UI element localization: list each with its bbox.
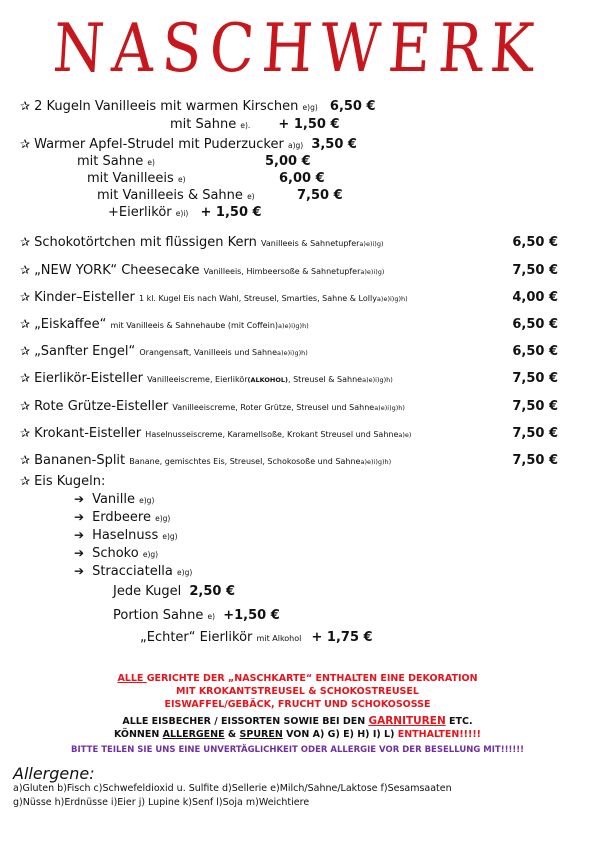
menu-item: [20, 426, 411, 441]
arrow-right-icon: ➔: [74, 528, 85, 542]
strudel-option-eierlikoer: [108, 205, 262, 220]
notice-enthalten: ENTHALTEN!!!!!: [394, 729, 482, 740]
arrow-right-icon: ➔: [74, 546, 85, 560]
likoer-desc: mit Alkohol: [256, 634, 302, 643]
star-icon: ✰: [20, 426, 31, 440]
item-name: Eierlikör-Eisteller: [34, 371, 143, 386]
notice-line-4: [0, 715, 595, 727]
flavor-item: [74, 564, 192, 579]
item-price: 7,50 €: [512, 399, 558, 414]
menu-item: [20, 235, 383, 250]
item-desc: Vanilleeiscreme, Eierlikör: [147, 375, 248, 384]
option-price: 6,00 €: [279, 171, 325, 186]
star-icon: ✰: [20, 344, 31, 358]
item-allergens: a)e)i)g)h): [362, 376, 393, 384]
item-desc: mit Vanilleeis & Sahnehaube (mit Coffein): [110, 321, 279, 330]
flavor-name: Schoko: [92, 546, 139, 561]
notice-codes: A) G) E) H) I) L): [312, 729, 395, 740]
star-icon: ✰: [20, 263, 31, 277]
notice-line-6: BITTE TEILEN SIE UNS EINE UNVERTÄGLICHKEIT ODER ALLERGIE VOR DER BESELLUNG MIT!!!!!!: [71, 745, 524, 755]
item-desc-rest: , Streusel & Sahne: [288, 375, 363, 384]
item-desc: Orangensaft, Vanilleeis und Sahne: [139, 348, 278, 357]
allergene-line-1: a)Gluten b)Fisch c)Schwefeldioxid u. Sulfite d)Sellerie e)Milch/Sahne/Laktose f)Sesamsaaten: [13, 783, 452, 794]
star-icon: ✰: [20, 474, 31, 488]
notice-alle: ALLE: [117, 673, 147, 684]
sahne-allergens: e): [207, 612, 216, 621]
item-desc: Vanilleeiscreme, Roter Grütze, Streusel und Sahne: [172, 403, 375, 412]
allergene-heading: Allergene:: [13, 764, 95, 783]
page-title: NASCHWERK: [50, 8, 545, 88]
item-allergens: a)e)i)g)h): [278, 322, 309, 330]
flavor-allergens: e)g): [162, 532, 178, 541]
item-allergens: a)e)i)g)h): [360, 458, 392, 466]
star-icon: ✰: [20, 137, 31, 151]
item-price: 3,50 €: [311, 137, 357, 152]
option-name: mit Sahne: [77, 154, 144, 169]
star-icon: ✰: [20, 290, 31, 304]
option-price: 7,50 €: [297, 188, 343, 203]
likoer-label: „Echter“ Eierlikör: [140, 630, 253, 645]
notice-line-3: EISWAFFEL/GEBÄCK, FRUCHT UND SCHOKOSOSSE: [164, 699, 431, 710]
item-price: 7,50 €: [512, 426, 558, 441]
strudel-option-vanilleeis-sahne: [97, 188, 255, 203]
item-allergens: a)e)i)g)h): [374, 404, 405, 412]
notice-spuren: SPUREN: [239, 729, 283, 740]
arrow-right-icon: ➔: [74, 492, 85, 506]
kugel-label: Jede Kugel: [113, 584, 182, 599]
item-desc: Vanilleeis & Sahnetupfer: [261, 239, 360, 248]
menu-item-kirschen: [20, 99, 376, 114]
sahne-label: Portion Sahne: [113, 608, 204, 623]
item-name: Rote Grütze-Eisteller: [34, 399, 169, 414]
menu-item: [20, 290, 408, 305]
item-price: 7,50 €: [512, 371, 558, 386]
flavor-allergens: e)g): [177, 568, 193, 577]
notice-line-2: MIT KROKANTSTREUSEL & SCHOKOSTREUSEL: [176, 686, 419, 697]
addon-allergens: e).: [240, 121, 251, 130]
item-name: „Eiskaffee“: [34, 317, 107, 332]
item-name: Bananen-Split: [34, 453, 126, 468]
menu-item: [20, 399, 405, 414]
kugel-price: 2,50 €: [189, 584, 235, 599]
menu-item: [20, 453, 391, 468]
strudel-option-vanilleeis: [87, 171, 186, 186]
star-icon: ✰: [20, 371, 31, 385]
star-icon: ✰: [20, 317, 31, 331]
menu-item: [20, 344, 308, 359]
item-price: 7,50 €: [512, 263, 558, 278]
menu-item: [20, 263, 384, 278]
star-icon: ✰: [20, 399, 31, 413]
item-name: 2 Kugeln Vanilleeis mit warmen Kirschen: [34, 99, 299, 114]
addon-name: mit Sahne: [170, 117, 237, 132]
option-name: mit Vanilleeis & Sahne: [97, 188, 243, 203]
addon-price: + 1,50 €: [278, 117, 340, 132]
option-name: mit Vanilleeis: [87, 171, 174, 186]
notice-text: GERICHTE DER „NASCHKARTE“ ENTHALTEN EINE DEKORATION: [146, 673, 478, 684]
item-price: 4,00 €: [512, 290, 558, 305]
likoer-price: + 1,75 €: [311, 630, 373, 645]
arrow-right-icon: ➔: [74, 564, 85, 578]
flavor-name: Erdbeere: [92, 510, 151, 525]
sahne-price: +1,50 €: [223, 608, 280, 623]
item-allergens: e)g): [302, 103, 318, 112]
flavor-item: [74, 528, 178, 543]
menu-item-strudel: [20, 137, 357, 152]
strudel-option-sahne: [77, 154, 155, 169]
flavor-name: Haselnuss: [92, 528, 159, 543]
option-allergens: e): [147, 158, 155, 167]
item-desc: Haselnusseiscreme, Karamellsoße, Krokant Streusel und Sahne: [145, 430, 399, 439]
menu-item: [20, 371, 393, 386]
flavor-allergens: e)g): [142, 550, 159, 559]
allergene-line-2: g)Nüsse h)Erdnüsse i)Eier j) Lupine k)Senf l)Soja m)Weichtiere: [13, 797, 310, 808]
item-desc: Vanilleeis, Himbeersoße & Sahnetupfer: [203, 267, 361, 276]
eis-kugeln-heading: [20, 474, 105, 489]
option-name: +Eierlikör: [108, 205, 172, 220]
item-price: 6,50 €: [329, 99, 376, 114]
notice-allergene: ALLERGENE: [162, 729, 225, 740]
item-price: 6,50 €: [512, 317, 558, 332]
option-price: + 1,50 €: [200, 205, 262, 220]
item-allergens: a)e): [398, 431, 412, 439]
item-price: 7,50 €: [512, 453, 558, 468]
notice-text: ALLE EISBECHER / EISSORTEN SOWIE BEI DEN: [122, 716, 369, 727]
star-icon: ✰: [20, 235, 31, 249]
notice-text: KÖNNEN: [113, 729, 163, 740]
notice-text: ETC.: [445, 716, 473, 727]
flavor-item: [74, 492, 154, 507]
item-allergens: a)e)i)g): [360, 268, 385, 276]
item-desc-alcohol: (ALKOHOL): [247, 376, 289, 384]
arrow-right-icon: ➔: [74, 510, 85, 524]
section-heading: Eis Kugeln:: [34, 474, 106, 489]
flavor-item: [74, 546, 158, 561]
notice-line-1: [0, 673, 595, 684]
item-name: Kinder–Eisteller: [34, 290, 135, 305]
notice-text: &: [224, 729, 240, 740]
option-allergens: e): [177, 175, 186, 184]
portion-sahne-price: [113, 608, 280, 623]
item-allergens: a)g): [287, 141, 304, 150]
flavor-allergens: e)g): [139, 496, 155, 505]
item-allergens: a)e)i)g)h): [277, 349, 308, 357]
flavor-allergens: e)g): [155, 514, 171, 523]
item-name: Schokotörtchen mit flüssigen Kern: [34, 235, 257, 250]
star-icon: ✰: [20, 453, 31, 467]
item-name: „NEW YORK“ Cheesecake: [34, 263, 200, 278]
item-price: 6,50 €: [512, 344, 558, 359]
item-desc: Banane, gemischtes Eis, Streusel, Schokosoße und Sahne: [129, 457, 361, 466]
flavor-item: [74, 510, 170, 525]
eierlikoer-price: [140, 630, 373, 645]
option-allergens: e)i): [175, 209, 189, 218]
item-allergens: a)e)i)g)h): [376, 295, 408, 303]
option-allergens: e): [247, 192, 255, 201]
eis-kugel-price: [113, 584, 235, 599]
flavor-name: Stracciatella: [92, 564, 173, 579]
notice-text: VON: [282, 729, 313, 740]
item-allergens: a)e)i)g): [359, 240, 384, 248]
item-name: „Sanfter Engel“: [34, 344, 136, 359]
item-name: Warmer Apfel-Strudel mit Puderzucker: [34, 137, 284, 152]
notice-garnituren: GARNITUREN: [368, 715, 446, 727]
menu-item-kirschen-addon: [170, 117, 340, 132]
flavor-name: Vanille: [92, 492, 135, 507]
star-icon: ✰: [20, 99, 31, 113]
item-name: Krokant-Eisteller: [34, 426, 142, 441]
option-price: 5,00 €: [265, 154, 311, 169]
notice-line-5: [0, 729, 595, 740]
item-price: 6,50 €: [512, 235, 558, 250]
menu-item: [20, 317, 309, 332]
item-desc: 1 kl. Kugel Eis nach Wahl, Streusel, Smarties, Sahne & Lolly: [138, 294, 377, 303]
